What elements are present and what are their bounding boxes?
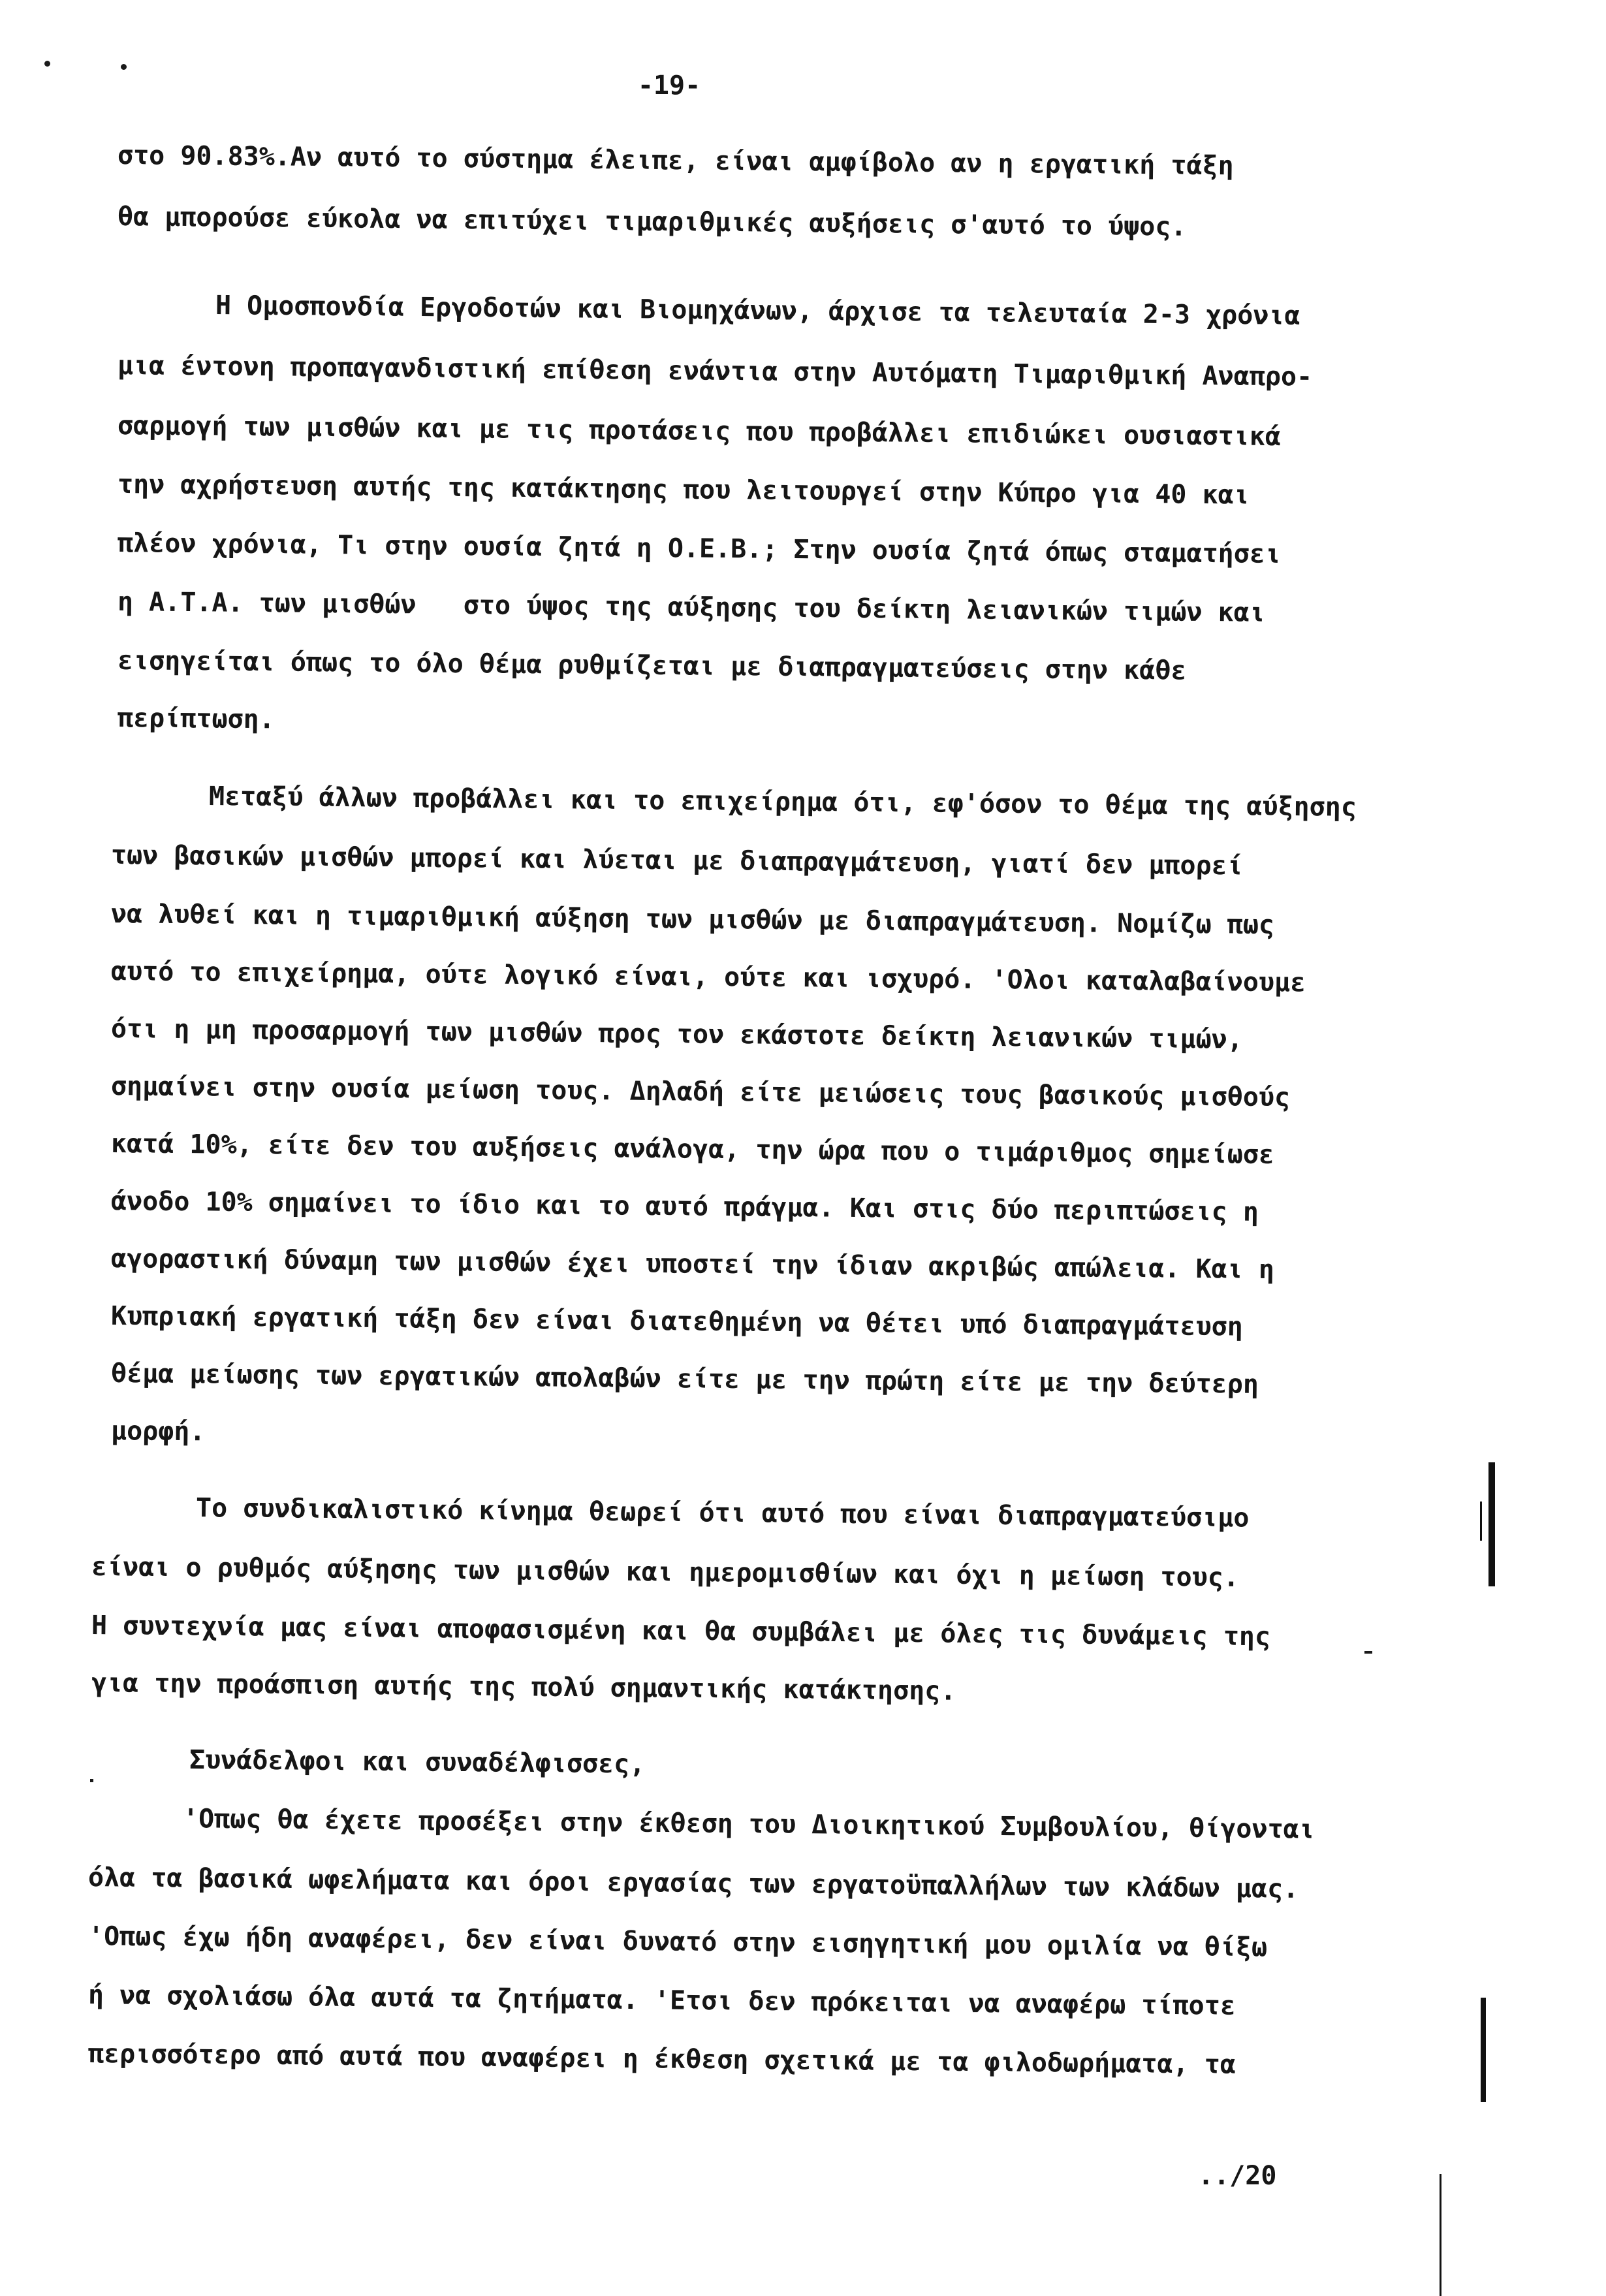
text-line: περίπτωση. [117, 703, 276, 735]
text-line: κατά 10%, είτε δεν του αυξήσεις ανάλογα, την ώρα που ο τιμάριθμος σημείωσε [110, 1129, 1275, 1171]
margin-scan-mark [1488, 1462, 1495, 1586]
text-line: αγοραστική δύναμη των μισθών έχει υποστεί την ίδιαν ακριβώς απώλεια. Και η [110, 1244, 1275, 1285]
text-line: των βασικών μισθών μπορεί και λύεται με διαπραγμάτευση, γιατί δεν μπορεί [110, 840, 1244, 881]
text-line: Κυπριακή εργατική τάξη δεν είναι διατεθημένη να θέτει υπό διαπραγμάτευση [110, 1301, 1244, 1342]
text-line: άνοδο 10% σημαίνει το ίδιο και το αυτό πράγμα. Και στις δύο περιπτώσεις η [110, 1186, 1259, 1227]
text-line: Συνάδελφοι και συναδέλφισσες, [189, 1745, 646, 1780]
text-line: θέμα μείωσης των εργατικών απολαβών είτε με την πρώτη είτε με την δεύτερη [110, 1359, 1259, 1400]
page-number: -19- [637, 71, 701, 101]
text-line: μια έντονη προπαγανδιστική επίθεση ενάντια στην Αυτόματη Τιμαριθμική Αναπρο- [117, 351, 1313, 392]
text-line: σημαίνει στην ουσία μείωση τους. Δηλαδή είτε μειώσεις τους βασικούς μισθούς [110, 1071, 1291, 1113]
scan-speck [121, 64, 127, 70]
scan-speck [1364, 1651, 1372, 1654]
text-line: στο 90.83%.Αν αυτό το σύστημα έλειπε, είναι αμφίβολο αν η εργατική τάξη [117, 140, 1234, 181]
text-line: Το συνδικαλιστικό κίνημα θεωρεί ότι αυτό που είναι διαπραγματεύσιμο [195, 1493, 1250, 1533]
text-line: για την προάσπιση αυτής της πολύ σημαντικής κατάκτησης. [91, 1668, 956, 1706]
text-line: να λυθεί και η τιμαριθμική αύξηση των μισθών με διαπραγμάτευση. Νομίζω πως [110, 899, 1275, 941]
text-line: Μεταξύ άλλων προβάλλει και το επιχείρημα ότι, εφ'όσον το θέμα της αύξησης [208, 781, 1357, 823]
text-line: αυτό το επιχείρημα, ούτε λογικό είναι, ούτε και ισχυρό. 'Ολοι καταλαβαίνουμε [110, 956, 1306, 998]
text-line: σαρμογή των μισθών και με τις προτάσεις που προβάλλει επιδιώκει ουσιαστικά [117, 411, 1282, 452]
text-line: ή να σχολιάσω όλα αυτά τα ζητήματα. 'Ετσι δεν πρόκειται να αναφέρω τίποτε [87, 1980, 1236, 2021]
text-line: πλέον χρόνια, Τι στην ουσία ζητά η Ο.Ε.Β.; Στην ουσία ζητά όπως σταματήσει [117, 528, 1282, 570]
margin-scan-mark [1440, 2174, 1441, 2296]
text-line: είναι ο ρυθμός αύξησης των μισθών και ημερομισθίων και όχι η μείωση τους. [91, 1552, 1240, 1593]
scan-speck [44, 61, 50, 67]
next-page-reference: ../20 [1198, 2161, 1277, 2191]
text-line: μορφή. [110, 1416, 206, 1447]
text-line: Η Ομοσπονδία Εργοδοτών και Βιομηχάνων, άρχισε τα τελευταία 2-3 χρόνια [215, 291, 1300, 331]
text-line: ότι η μη προσαρμογή των μισθών προς τον εκάστοτε δείκτη λειανικών τιμών, [110, 1014, 1244, 1055]
text-line: 'Οπως θα έχετε προσέξει στην έκθεση του Διοικητικού Συμβουλίου, θίγονται [182, 1804, 1315, 1845]
text-line: την αχρήστευση αυτής της κατάκτησης που λειτουργεί στην Κύπρο για 40 και [117, 469, 1250, 511]
margin-scan-mark [1481, 1998, 1486, 2102]
text-line: περισσότερο από αυτά που αναφέρει η έκθεση σχετικά με τα φιλοδωρήματα, τα [87, 2039, 1236, 2080]
text-line: Η συντεχνία μας είναι αποφασισμένη και θα συμβάλει με όλες τις δυνάμεις της [91, 1611, 1271, 1652]
margin-scan-mark [1480, 1502, 1482, 1541]
text-line: η Α.Τ.Α. των μισθών στο ύψος της αύξησης του δείκτη λειανικών τιμών και [117, 587, 1266, 628]
text-line: 'Οπως έχω ήδη αναφέρει, δεν είναι δυνατό στην εισηγητική μου ομιλία να θίξω [87, 1921, 1268, 1963]
text-line: θα μπορούσε εύκολα να επιτύχει τιμαριθμικές αυξήσεις σ'αυτό το ύψος. [117, 202, 1187, 242]
text-line: εισηγείται όπως το όλο θέμα ρυθμίζεται με διαπραγματεύσεις στην κάθε [117, 646, 1187, 686]
scan-speck [90, 1779, 93, 1782]
text-line: όλα τα βασικά ωφελήματα και όροι εργασίας των εργατοϋπαλλήλων των κλάδων μας. [87, 1863, 1299, 1904]
